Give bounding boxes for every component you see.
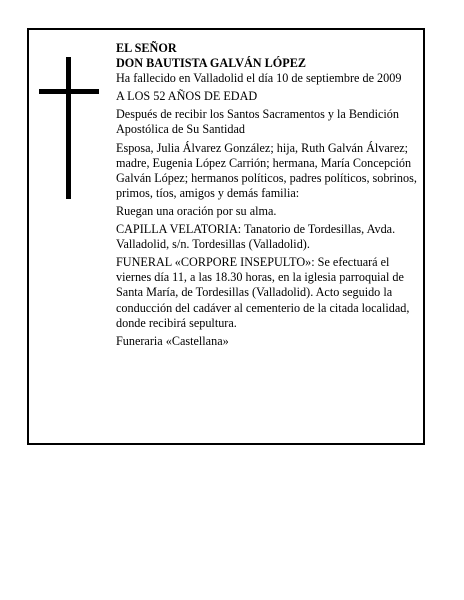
notice-title: EL SEÑOR [116, 41, 177, 55]
family-list: Esposa, Julia Álvarez González; hija, Ruth Galván Álvarez; madre, Eugenia López Carrión; hermana, María Concepción Galván López; hermanos políticos, padres políticos, sobrinos, primos, tíos, amigos y demás familia: [116, 140, 417, 200]
funeral-home: Funeraria «Castellana» [116, 333, 229, 348]
cross-horizontal-bar [39, 89, 99, 94]
cross-vertical-bar [66, 57, 71, 199]
death-info: Ha fallecido en Valladolid el día 10 de septiembre de 2009 [116, 71, 402, 86]
cross-icon [39, 57, 99, 199]
sacraments-line: Después de recibir los Santos Sacramentos y la Bendición Apostólica de Su Santidad [116, 107, 399, 137]
chapel-info: CAPILLA VELATORIA: Tanatorio de Tordesillas, Avda. Valladolid, s/n. Tordesillas (Valladolid). [116, 222, 396, 252]
age-line: A LOS 52 AÑOS DE EDAD [116, 89, 258, 104]
funeral-info: FUNERAL «CORPORE INSEPULTO»: Se efectuará el viernes día 11, a las 18.30 horas, en la iglesia parroquial de Santa María, de Tordesillas (Valladolid). Acto seguido la conducción del cadáver al cementerio de la citada localidad, donde recibirá sepultura. [116, 255, 410, 330]
deceased-name: DON BAUTISTA GALVÁN LÓPEZ [116, 56, 306, 71]
notice-text-block [116, 41, 426, 352]
death-notice [27, 28, 425, 445]
prayer-line: Ruegan una oración por su alma. [116, 203, 277, 218]
